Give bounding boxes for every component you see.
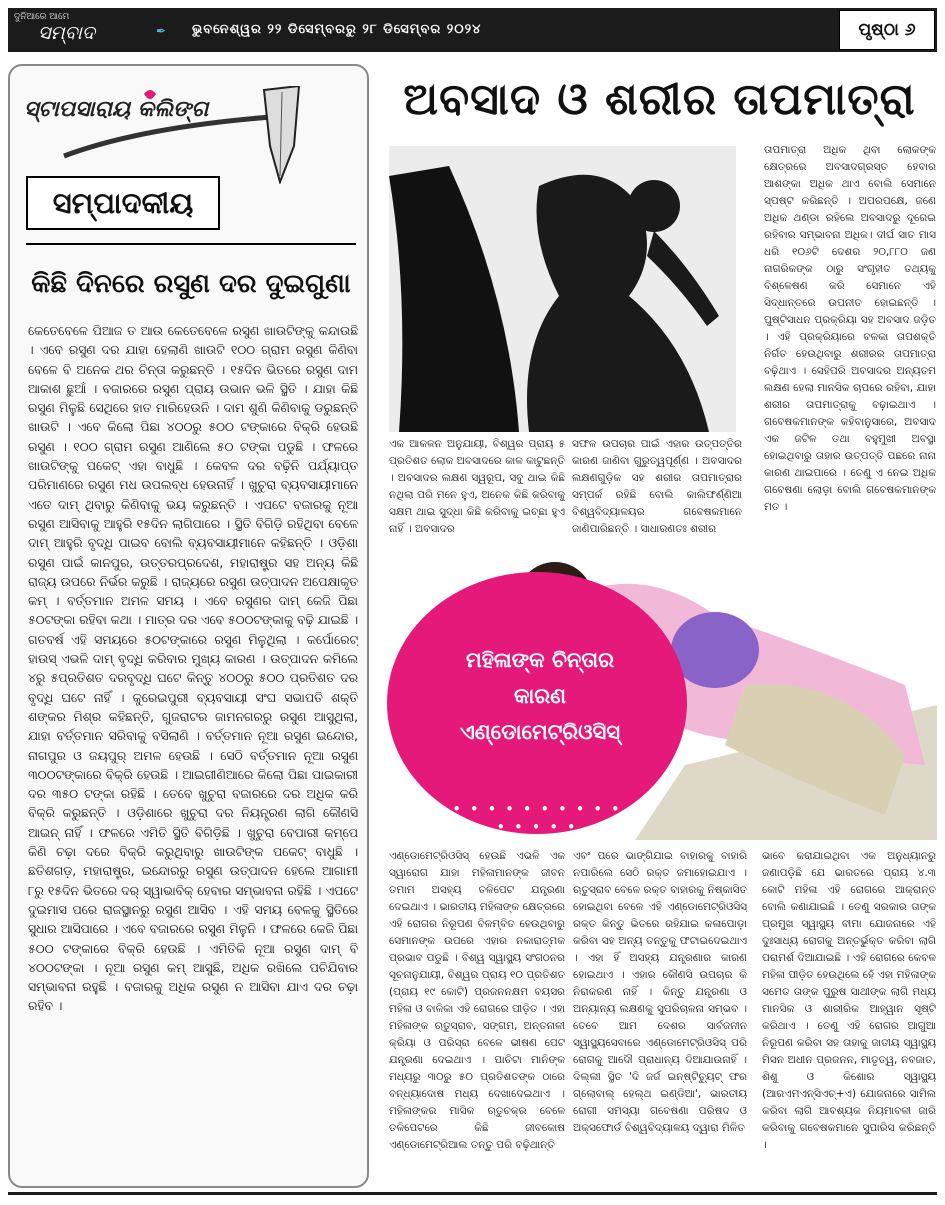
article2-column-1: ଏଣ୍ଡୋମେଟ୍ରିଓସିସ୍ ହେଉଛି ଏଭଳି ଏକ ସ୍ୱାରୋଗ ଯାହା ମହିଳାମାନଙ୍କ ଜୀବନ ତମାମ ଅସହ୍ୟ ତଳିପେଟ ଯନ୍ତ୍ରଣା ଦେଇଥାଏ । ଭାରତୀୟ ମହିଳାଙ୍କ କ୍ଷେତ୍ରରେ ଏହି ରୋଗର ନିରୂପଣ ବିଳମ୍ବିତ ହେଉଥିବାରୁ ସେମାନଙ୍କ ଉପରେ ଏହାର ନକାରାତ୍ମକ ପ୍ରଭାବ ପଡୁଛି । ବିଶ୍ୱ ସ୍ୱାସ୍ଥ୍ୟ ସଂଗଠନର ସୂଚନାନୁଯାୟୀ, ବିଶ୍ୱର ପ୍ରାୟ ୧୦ ପ୍ରତିଶତ (ପ୍ରାୟ ୧୯ କୋଟି) ପ୍ରଜନନକ୍ଷମ ବୟସର ମହିଳା ଓ ବାଳିକା ଏହି ରୋଗରେ ପୀଡ଼ିତ । ଏହା ମହିଳାଙ୍କ ଋତୁସ୍ରାବ, ସଙ୍ଗମ, ଅନ୍ତନାଳୀ କ୍ରିୟା ଓ ପରିସ୍ରା ବେଳେ ଭୀଷଣ ପେଟ ଯନ୍ତ୍ରଣା ଦେଇଥାଏ । ପାଚିଟା ମାନିଙ୍କ ମଧ୍ୟରୁ ୩୦ରୁ ୫୦ ପ୍ରତିଶତଙ୍କ ଠାରେ ବନ୍ଧ୍ୟାଦୋଷ ମଧ୍ୟ ଦେଖାଦେଇଥାଏ । ମହିଳାଙ୍କର ମାସିକ ଋତୁଚକ୍ର ବେଳେ ତଳିପେଟରେ କିଛି ଜୀବକୋଷ ଏଣ୍ଡୋମେଟ୍ରିଆଲ ତନ୍ତୁ ପରି ବଢ଼ିଥାନ୍ତି xyxy=(389,850,565,1151)
editorial-body: କେତେବେଳେ ପିଆଜ ତ ଆଉ କେତେବେଳେ ରସୁଣ ଖାଉଟିଙ୍କୁ କନ୍ଦାଉଛି । ଏବେ ରସୁଣ ଦର ଯାହା ହେଲାଣି ଖାଉଟି ୧୦୦ ଗ୍ରାମ ରସୁଣ କିଣିବା ବେଳେ ବି ଅନେକ ଥର ଚିନ୍ତା କରୁଛନ୍ତି । ୧୫ଦିନ ଭିତରେ ରସୁଣ ଦାମ ଆକାଶ ଛୁଆଁ । ବଜାରରେ ରସୁଣ ପ୍ରାୟ ଉଭାନ ଭଳି ସ୍ଥିତି । ଯାହା କିଛି ରସୁଣ ମିଳୁଛି ସେଥିରେ ହାତ ମାରିହେଉନି । ଦାମ ଶୁଣି କିଣିବାକୁ ଡରୁଛନ୍ତି ଖାଉଟି । ଏବେ କିଲୋ ପିଛା ୪୦୦ରୁ ୫୦୦ ଟଙ୍କାରେ ବିକ୍ରି ହେଉଛି ରସୁଣ । ୧୦୦ ଗ୍ରାମ ରସୁଣ ଆଣିଲେ ୫୦ ଟଙ୍କା ପଡୁଛି । ଫଳରେ ଖାଉଟିଙ୍କୁ ପକେଟ୍ ଏହା ବାଧୁଛି । କେବଳ ଦର ବଢ଼ିନି ପର୍ଯ୍ୟାପ୍ତ ପରିମାଣରେ ରସୁଣ ମଧ ଉପଲବ୍ଧ ହେଉନାହିଁ । ଖୁଚୁରା ବ୍ୟବସାୟୀମାନେ ଏତେ ଦାମ୍ ଥିବାରୁ କିଣିବାକୁ ଭୟ କରୁଛନ୍ତି । ଏପଟେ ବଜାରକୁ ନୂଆ ରସୁଣ ଆସିବାକୁ ଆହୁରି ୧୫ଦିନ ଲାଗିପାରେ । ସ୍ଥିତି ବିଗିଡ଼ି ରହିଥିବା ବେଳେ ଦାମ୍ ଆହୁରି ବୃଦ୍ଧି ପାଇବ ବୋଲି ବ୍ୟବସାୟୀମାନେ କହିଛନ୍ତି । ଓଡ଼ିଶା ରସୁଣ ପାଇଁ କାନପୁର, ଉତ୍ତରପ୍ରଦେଶ, ମହାରାଷ୍ଟ୍ର ସହ ଅନ୍ୟ କିଛି ରାଜ୍ୟ ଉପରେ ନିର୍ଭର କରୁଛି । ରାଜ୍ୟରେ ରସୁଣ ଉତ୍ପାଦନ ଅପେକ୍ଷାକୃତ କମ୍ । ବର୍ତ୍ତମାନ ଅମଳ ସମୟ । ଏବେ ରସୁଣର ଦାମ୍ କେଜି ପିଛା ୫୦ଟଙ୍କା ରହିବା କଥା । ମାତ୍ର ଦର ଏବେ ୫୦୦ଟଙ୍କାକୁ ବଢ଼ି ଯାଇଛି । ଗତବର୍ଷ ଏହି ସମୟରେ ୫୦ଟଙ୍କାରେ ରସୁଣ ମିଳୁଥିଲା । କର୍ପୋରେଟ୍ ହାଉସ୍ ଏଭଳି ଦାମ୍ ବୃଦ୍ଧି କରିବାର ମୁଖ୍ୟ କାରଣ । ଉତ୍ପାଦନ କମିଲେ ୪ରୁ ୫ପ୍ରତିଶତ ଦରବୃଦ୍ଧି ଘଟେ କିନ୍ତୁ ୪୦୦ରୁ ୫୦୦ ପ୍ରତିଶତ ଦର ବୃଦ୍ଧି ଘଟେ ନାହିଁ । କୁରେଇପୁରୀ ବ୍ୟବସାୟୀ ସଂଘ ସଭାପତି ଶକ୍ତି ଶଙ୍କର ମିଶ୍ର କହିଛନ୍ତି, ଗୁଜରାଟର ଜାମନଗରରୁ ରସୁଣ ଆସୁଥିଲା, ଯାହା ବର୍ତ୍ତମାନ ସରିବାକୁ ବସିଲାଣି । ବର୍ତ୍ତମାନ ନୂଆ ରସୁଣ ଇନ୍ଦୋର, ନାଗପୁର ଓ ଜୟପୁର୍ ଅମଳ ହେଉଛି । ସେଠି ବର୍ତ୍ତମାନ ନୂଆ ରସୁଣ ୩୦୦ଟଙ୍କାରେ ବିକ୍ରି ହେଉଛି । ଆଇଗୀଣିଆରେ କିଲୋ ପିଛା ପାଇକାରୀ ଦର ୩୫୦ ଟଙ୍କା ରହିଛି । ତେବେ ଖୁଚୁରା ବଜାରରେ ଦର ଅଧିକ କରି ବିକ୍ରି କରୁଛନ୍ତି । ଓଡ଼ିଶାରେ ଖୁଚୁରା ଦର ନିୟନ୍ତ୍ରଣ ଲାଗି କୌଣସି ଆଇନ୍ ନାହିଁ । ଫଳରେ ଏମିତି ସ୍ଥିତି ବିଗିଡ଼ିଛି । ଖୁଚୁରା ବେପାରୀ କମ୍ପେ କିଣି ଚଢ଼ା ଦରେ ବିକ୍ରି କରୁଥିବାରୁ ଖାଉଟିଙ୍କ ପକେଟ୍ ବାଧୁଛି । ଛତିଶଗଡ଼, ମହାରାଷ୍ଟ୍ର, ଇନ୍ଦୋରରୁ ରସୁଣ ଉତ୍ପାଦନ ହେଲେ ଆଗାମୀ ୮ରୁ ୧୫ଦିନ ଭିତରେ ଦର୍ ସ୍ୱାଭାବିକ୍ ହେବାର ସମ୍ଭାବନା ରହିଛି । ଏପଟେ ଦୁଇମାସ ପରେ ରାଜସ୍ଥାନରୁ ରସୁଣ ଆସିବ । ଏହି ସମୟ ବେଳକୁ ସ୍ଥିତିରେ ସୁଧାର ଆସିପାରେ । ଏବେ ବଜାରରେ ରସୁଣ ମିଳୁନି । ଫଳରେ କେଜି ପିଛା ୫୦୦ ଟଙ୍କାରେ ବିକ୍ରି ହେଉଛି । ଏମିତିକି ନୂଆ ରସୁଣ ଦାମ୍ ବି ୪୦୦ଟଙ୍କା । ନୂଆ ରସୁଣ କମ୍ ଆସୁଛି, ଅଧିକ ରଖିଲେ ପଚିଯିବାର ସମ୍ଭାବନା ରହୁଛି । ବଜାରକୁ ଅଧିକ ରସୁଣ ନ ଆସିବା ଯାଏ ଦର ଚଢ଼ା ରହିବ । xyxy=(28,324,358,1014)
badge-title-line-3: ଏଣ୍ଡୋମେଟ୍ରିଓସିସ୍ xyxy=(459,720,621,744)
masthead-script: ସ୍ଟାପସାରାୟ କଲିଙ୍ଗ xyxy=(24,96,209,122)
editorial-headline: କିଛି ଦିନରେ ରସୁଣ ଦର ଦୁଇଗୁଣା xyxy=(31,269,351,299)
editorial-label: ସମ୍ପାଦକୀୟ xyxy=(26,176,220,230)
logo-name: ସମ୍ବାଦ xyxy=(38,22,95,44)
issue-dateline: ଭୁବନେଶ୍ୱର ୨୨ ଡିସେମ୍ବରରୁ ୨୮ ଡିସେମ୍ବର ୨୦୨୪ xyxy=(192,22,482,37)
article2-column-3: ଭାବେ କରାଯାଇଥିବା ଏକ ଅନୁଧ୍ୟାନରୁ ଜଣାପଡ଼ିଛି ଯେ ଭାରତରେ ପ୍ରାୟ ୪.୩ କୋଟି ମହିଳା ଏହି ରୋଗରେ ଆକ୍ରାନ୍ତ ବୋଲି କଣାଯାଇଛି । ତେଣୁ ସରକାର ତାଙ୍କ ପ୍ରମୁଖ ସ୍ୱାସ୍ଥ୍ୟ ବୀମା ଯୋଜନାରେ ଏହି ଦୁଃସାଧ୍ୟ ରୋଗକୁ ଅନ୍ତର୍ଭୁକ୍ତ କରିବା ଲାଗି ପରାମର୍ଶ ଦିଆଯାଇଛି । ଏହି ରୋଗରେ କେବଳ ମହିଳା ପୀଡ଼ିତ ହେଉଥିଲେ ହେଁ ଏହା ମହିଳାଙ୍କ ସମେତ ତାଙ୍କ ପୁରୁଷ ସାଥୀଙ୍କ ଲାଗି ମଧ୍ୟ ମାନସିକ ଓ ଶାରୀରିକ ଆହ୍ୱାନ ସୃଷ୍ଟି କରିଥାଏ । ତେଣୁ ଏହି ରୋଗର ଆଗୁଆ ନିରୂପଣ କରିବା ସହ ତାହାକୁ ଜାତୀୟ ସ୍ୱାସ୍ଥ୍ୟ ମିସନ ଅଧୀନ ପ୍ରଜନନ, ମାତୃତ୍ୱ, ନବଜାତ, ଶିଶୁ ଓ କିଶୋର ସ୍ୱାସ୍ଥ୍ୟ (ଆରଏମଏନ୍ସିଏଚ୍+ଏ) ଯୋଜନାରେ ସାମିଲ କରିବା ଲାଗି ଆବଶ୍ୟକ ନିୟମାବଳୀ ଜାରି କରିବାକୁ ଗବେଷକମାନେ ସୁପାରିସ କରିଛନ୍ତି । xyxy=(762,850,936,1151)
badge-title xyxy=(415,642,665,750)
bottom-rule xyxy=(8,1192,937,1195)
article-title-depression: ଅବସାଦ ଓ ଶରୀର ତାପମାତ୍ରା xyxy=(403,74,916,125)
logo-tagline: ଦୁନିଆରେ ଆମେ xyxy=(14,12,70,22)
badge-dots: • • • • • • • • • • • • • • • xyxy=(452,800,622,836)
article1-column-2: ସଫଳ ଉପଚାର ପାଇଁ ଏହାର ଉତ୍ପତ୍ତିର କାରଣ ଜାଣିବା ଗୁରୁତ୍ୱପୂର୍ଣ୍ଣ । ଅବସାଦର ଲକ୍ଷଣଗୁଡ଼ିକ ସହ ଶରୀର ତାପମାତ୍ରାର ସମ୍ପର୍କ ରହିଛି ବୋଲି କାଲିଫର୍ଣ୍ଣିଆ ବିଶ୍ୱବିଦ୍ୟାଳୟର ଗବେଷକମାନେ ଜାଣିପାରିଛନ୍ତି । ସାଧାରଣତଃ ଶରୀର xyxy=(572,438,742,535)
depressed-person-photo xyxy=(389,146,736,432)
divider xyxy=(26,243,356,245)
pen-nib-icon: ✒ xyxy=(156,24,167,38)
badge-title-line-2: କାରଣ xyxy=(513,684,567,708)
article2-column-2: ଏବଂ ପରେ ଭାଙ୍ଗିଯାଇ ବାହାରକୁ ବାହାରି ନପାରିଲେ ସେଠି ରକ୍ତ ଜମାହୋଇଯାଏ । ଋତୁସ୍ରାବ ବେଳେ ରକ୍ତ ବାହାରକୁ ନିଷ୍କାସିତ ହୋଇଥିବା ବେଳେ ଏହି ଏଣ୍ଡୋମେଟ୍ରିଓସିସ୍ ରକ୍ତ କିନ୍ତୁ ଭିତରେ ରହିଯାଇ କଳାପୋଡ଼ା କରିବା ସହ ଅନ୍ୟ ତନ୍ତୁକୁ ଫଟାଇଦେଇଥାଏ । ଏହା ହିଁ ଅସହ୍ୟ ଯନ୍ତ୍ରଣାର କାରଣ ହୋଇଥାଏ । ଏହାର କୌଣସି ଉପଚାର କି ନିରାକରଣ ନାହିଁ । କିନ୍ତୁ ଯନ୍ତ୍ରଣା ଓ ଅନ୍ୟାନ୍ୟ ଲକ୍ଷଣକୁ ସୁପରିଚାଳନା ସମ୍ଭବ । ତେବେ ଆମ ଦେଶର ସାର୍ବଜନୀନ ସ୍ୱାସ୍ଥ୍ୟସେବାରେ ଏଣ୍ଡୋମେଟ୍ରିଓସିସ୍ ପରି ରୋଗକୁ ଆଦୌ ପ୍ରାଧାନ୍ୟ ଦିଆଯାଉନାହିଁ । ଦିଲ୍ଲୀ ସ୍ଥିତ 'ଦି ଜର୍ଜ ଇନ୍ଷ୍ଟିଚ୍ୟୁଟ୍ ଫର ଗ୍ଲୋବାଲ୍ ହେଲ୍ଥ ଇଣ୍ଡିଆ', ଭାରତୀୟ ରୋଗୀ ସମସ୍ୟା ଗବେଷଣା ପରିଷଦ ଓ ଅକ୍ସଫୋର୍ଡ ବିଶ୍ୱବିଦ୍ୟାଳୟ ଦ୍ୱାରା ମିଳିତ xyxy=(573,850,747,1134)
editorial-masthead xyxy=(24,86,314,184)
article1-column-3: ତାପମାତ୍ରା ଅଧିକ ଥିବା ଲୋକଙ୍କ କ୍ଷେତ୍ରରେ ଅବସାଦଗ୍ରସ୍ତ ହେବାର ଆଶଙ୍କା ଅଧିକ ଥାଏ ବୋଲି ସେମାନେ ସ୍ପଷ୍ଟ କରିଛନ୍ତି । ଅପରପକ୍ଷେ, ଜଣେ ଅଧିକ ଥଣ୍ଡା ରହିଲେ ଅବସାଦରୁ ଦୂରେଇ ରହିବାର ସମ୍ଭାବନା ଅଧିକ। ଦୀର୍ଘ ସାତ ମାସ ଧରି ୧୦୬ଟି ଦେଶର ୨୦,୮୮୦ ଜଣ ନାଗରିକଙ୍କ ଠାରୁ ସଂଗୃହୀତ ତଥ୍ୟକୁ ବିଶ୍ଳେଷଣ କରି ସେମାନେ ଏହି ସିଦ୍ଧାନ୍ତରେ ଉପନୀତ ହୋଇଛନ୍ତି । ପୁଷ୍ଟିସାଧନ ପ୍ରକ୍ରିୟା ସହ ଅବସାଦ ଜଡ଼ିତ । ଏହି ପ୍ରକ୍ରିୟାରେ ବଳକା ତାପଶକ୍ତି ନିର୍ଗତ ହେଉଥିବାରୁ ଶରୀରର ତାପମାତ୍ରା ବଢ଼ିଥାଏ । ସେହିପରି ଅବସାଦର ଅନ୍ୟତମ ଲକ୍ଷଣ ହେଲା ମାନସିକ ଚାପରେ ରହିବା, ଯାହା ଶରୀର ତାପମାତ୍ରାକୁ ବଢ଼ାଇଥାଏ । ଗବେଷକମାନଙ୍କ କହିବାନୁସାରେ, ଅବସାଦ ଏକ ଜଟିଳ ତଥା ବହୁମୁଖୀ ଅବସ୍ଥା ହୋଇଥିବାରୁ ତାହାର ଉତ୍ପତ୍ତି ପଛରେ ନାନା କାରଣ ଥାଇପାରେ । ତେଣୁ ଏ ନେଇ ଅଧିକ ଗବେଷଣା ଲୋଡ଼ା ବୋଲି ଗବେଷକମାନଙ୍କ ମତ । xyxy=(764,144,936,513)
badge-title-line-1: ମହିଳାଙ୍କ ଚିନ୍ତାର xyxy=(465,648,614,672)
paper-logo[interactable] xyxy=(12,12,172,48)
page-number: ପୃଷ୍ଠା ୬ xyxy=(839,10,935,50)
article1-column-1: ଏକ ଆକଳନ ଅନୁଯାୟୀ, ବିଶ୍ୱର ପ୍ରାୟ ୫ ପ୍ରତିଶତ ଲୋକ ଅବସାଦରେ କାଳ କାଟୁଛନ୍ତି । ଅବସାଦର ଲକ୍ଷଣ ସ୍ୱରୂପ, ସବୁ ଥାଇ କିଛି ନଥିଲା ପରି ମନେ ହୁଏ, ଅନେକ କିଛି କରିବାକୁ ସକ୍ଷମ ଥାଇ ସୁଦ୍ଧା କିଛି କରିବାକୁ ଇଚ୍ଛା ହୁଏ ନାହିଁ । ଅବସାଦର xyxy=(389,438,565,535)
endometriosis-badge xyxy=(387,572,687,834)
